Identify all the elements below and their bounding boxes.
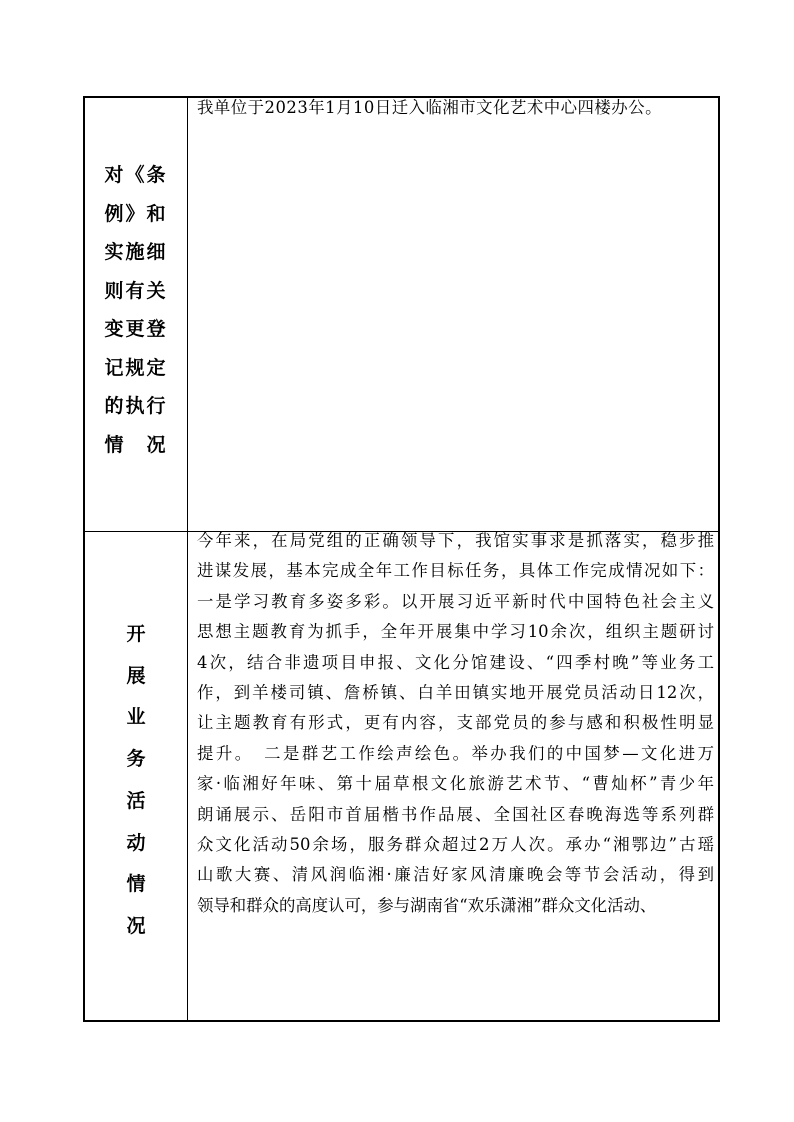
label-line: 记规定 xyxy=(104,356,168,379)
registration-change-text: 我单位于2023年1月10日迁入临湘市文化艺术中心四楼办公。 xyxy=(197,98,662,117)
text-line: 提升。 二是群艺工作绘声绘色。举办我们的中国梦—文化进万 xyxy=(197,743,714,763)
label-line: 变更登 xyxy=(104,318,168,340)
label-line: 情 况 xyxy=(104,433,168,456)
row-content-cell xyxy=(188,98,718,531)
row-content-cell xyxy=(188,532,718,1020)
text-line: 4次，结合非遗项目申报、文化分馆建设、“四季村晚”等业务工 xyxy=(197,652,714,672)
label-char: 况 xyxy=(126,914,146,937)
label-char: 开 xyxy=(126,623,146,645)
table-row-registration-change xyxy=(85,98,718,532)
info-table xyxy=(83,96,720,1022)
label-char: 活 xyxy=(126,789,146,812)
label-line: 实施细 xyxy=(104,241,168,263)
text-line: 山歌大赛、清风润临湘·廉洁好家风清廉晚会等节会活动，得到 xyxy=(197,865,714,885)
label-line: 则有关 xyxy=(104,279,168,302)
label-line: 的执行 xyxy=(104,395,168,417)
label-char: 情 xyxy=(126,873,146,896)
text-line: 领导和群众的高度认可，参与湖南省“欢乐潇湘”群众文化活动、 xyxy=(197,895,657,915)
row-label-cell xyxy=(85,532,188,1020)
label-char: 展 xyxy=(126,664,146,687)
text-line: 进谋发展，基本完成全年工作目标任务，具体工作完成情况如下： xyxy=(197,561,714,581)
text-line: 一是学习教育多姿多彩。以开展习近平新时代中国特色社会主义 xyxy=(197,591,714,611)
row-label-business-activities xyxy=(85,614,187,948)
label-char: 业 xyxy=(126,706,146,729)
text-line: 思想主题教育为抓手，全年开展集中学习10余次，组织主题研讨 xyxy=(197,622,714,642)
text-line: 作，到羊楼司镇、詹桥镇、白羊田镇实地开展党员活动日12次， xyxy=(197,683,714,703)
label-line: 例》和 xyxy=(104,202,168,225)
text-line: 让主题教育有形式，更有内容，支部党员的参与感和积极性明显 xyxy=(197,713,714,733)
business-activities-text xyxy=(197,526,714,921)
text-line: 众文化活动50余场，服务群众超过2万人次。承办“湘鄂边”古瑶 xyxy=(197,835,714,855)
label-line: 对《条 xyxy=(104,164,168,186)
text-line: 家·临湘好年味、第十届草根文化旅游艺术节、“曹灿杯”青少年 xyxy=(197,774,714,794)
row-label-cell xyxy=(85,98,188,531)
text-line: 今年来，在局党组的正确领导下，我馆实事求是抓落实，稳步推 xyxy=(197,531,714,550)
text-line: 朗诵展示、岳阳市首届楷书作品展、全国社区春晚海选等系列群 xyxy=(197,804,714,824)
label-char: 动 xyxy=(126,831,146,854)
row-label-registration-change xyxy=(85,156,187,464)
table-row-business-activities xyxy=(85,532,718,1020)
label-char: 务 xyxy=(126,748,146,771)
